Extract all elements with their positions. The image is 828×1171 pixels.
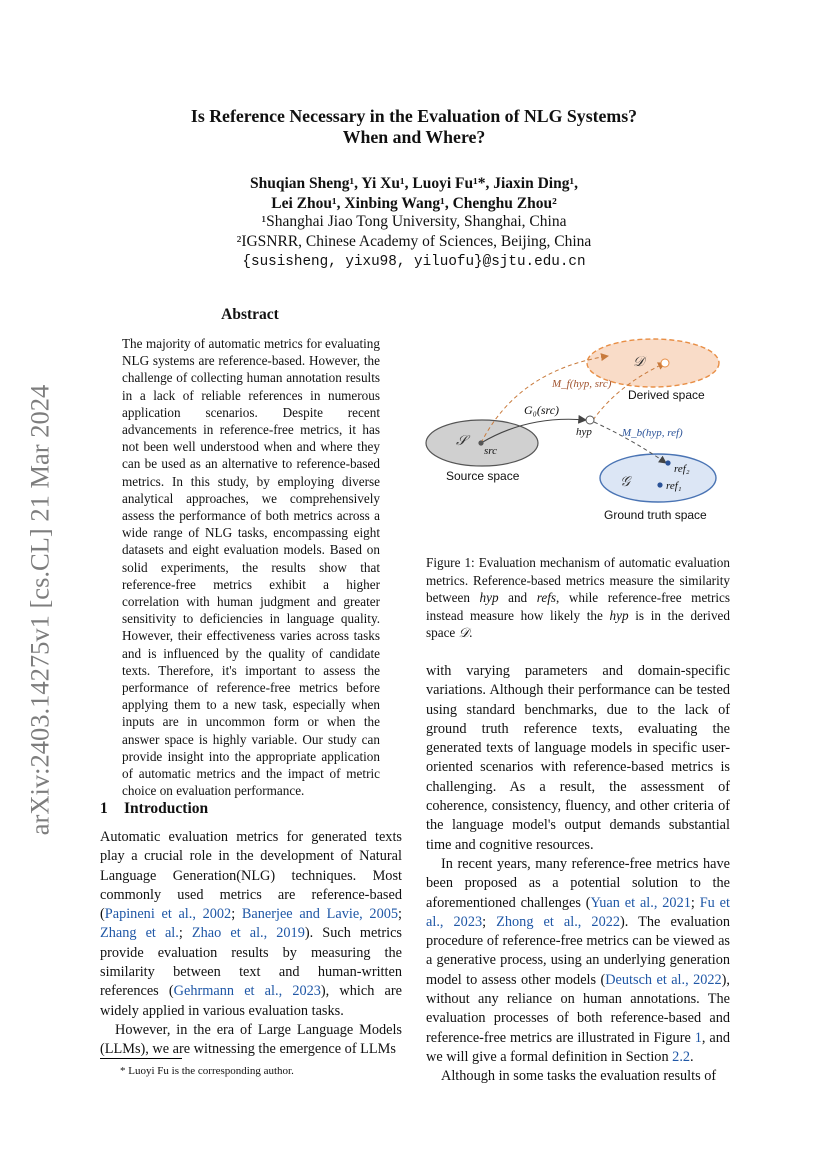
intro-paragraph-1: Automatic evaluation metrics for generated texts play a crucial role in the development of Natural Language Generation(NLG) techniques. Most commonly used metrics are reference-based (Papineni et al., 2002; Banerjee and Lavie, 2005; Zhang et al.; Zhao et al., 2019). Such metrics provide evaluation results by measuring the similarity between text and human-written references (Gehrmann et al., 2023), which are widely applied in various evaluation tasks.	[100, 829, 402, 1019]
citation-link[interactable]: Banerjee and Lavie, 2005	[241, 906, 399, 923]
mb-label: M_b(hyp, ref)	[622, 427, 683, 439]
citation-link[interactable]: Deutsch et al., 2022	[605, 971, 722, 988]
truth-space-label: Ground truth space	[604, 508, 707, 522]
hyp-point	[586, 416, 594, 424]
ref2-label: ref₂	[674, 463, 690, 475]
section-title: Introduction	[124, 800, 209, 817]
mf-label: M_f(hyp, src)	[552, 378, 612, 390]
truth-space-ellipse	[600, 454, 716, 502]
left-column-text	[100, 828, 402, 1060]
citation-link[interactable]: Yuan et al., 2021	[590, 894, 691, 911]
right-column-text	[426, 662, 730, 1087]
section-number: 1	[100, 800, 108, 817]
paper-title	[0, 106, 828, 148]
right-paragraph-2: In recent years, many reference-free metrics have been proposed as a potential solution to the aforementioned challenges (Yuan et al., 2021; Fu et al., 2023; Zhong et al., 2022). The evaluation procedure of reference-free metrics can be viewed as a generative process, using an underlying generation model to assess other models (Deutsch et al., 2022), without any reliance on human annotations. The evaluation processes of both reference-based and reference-free metrics are illustrated in Figure 1, and we will give a formal definition in Section 2.2.	[426, 855, 731, 1065]
section-heading	[100, 800, 208, 818]
citation-link[interactable]: Fu et al., 2023	[426, 894, 730, 930]
abstract-heading: Abstract	[221, 306, 279, 323]
footnote: * Luoyi Fu is the corresponding author.	[120, 1065, 294, 1077]
intro-paragraph-2: However, in the era of Large Language Models (LLMs), we are witnessing the emergence of LLMs	[100, 1021, 402, 1058]
source-space-label: Source space	[446, 469, 520, 483]
src-point	[478, 440, 483, 445]
derived-point	[661, 359, 669, 367]
authors-line-2: Lei Zhou¹, Xinbing Wang¹, Chenghu Zhou²	[271, 195, 557, 212]
title-line-1: Is Reference Necessary in the Evaluation of NLG Systems?	[190, 106, 638, 126]
title-line-2: When and Where?	[342, 127, 486, 147]
evaluation-diagram	[418, 330, 736, 530]
abstract-body: The majority of automatic metrics for evaluating NLG systems are reference-based. However, the challenge of collecting human annotation results in a lack of reliable references in numerous application scenarios. Despite recent advancements in reference-free metrics, it has not been well understood when and where they can be used as an alternative to reference-based metrics. In this study, by employing diverse analytical approaches, we comprehensively assess the performance of both metrics across a wide range of NLG tasks, encompassing eight datasets and eight evaluation models. Based on solid experiments, the results show that reference-free metrics exhibit a higher correlation with human judgment and greater sensitivity to deficiencies in language quality. However, their effectiveness varies across tasks and is influenced by the quality of candidate texts. Therefore, it's important to assess the performance of reference-free metrics before applying them to a new task, especially when inputs are in uncommon form or when the answer space is highly variable. Our study can provide insight into the appropriate application of automatic metrics and the impact of metric choice on evaluation performance.	[122, 336, 380, 799]
section-ref-link[interactable]: 2.2	[672, 1048, 691, 1065]
derived-symbol: 𝒟	[633, 354, 645, 370]
affiliation-2: ²IGSNRR, Chinese Academy of Sciences, Beijing, China	[236, 233, 592, 250]
citation-link[interactable]: Gehrmann et al., 2023	[173, 983, 321, 1000]
source-symbol: 𝒮	[456, 433, 467, 449]
figure-caption: Figure 1: Evaluation mechanism of automatic evaluation metrics. Reference-based metrics measure the similarity between hyp and refs, while reference-free metrics instead measure how likely the hyp is in the derived space 𝒟.	[426, 555, 730, 641]
truth-symbol: 𝒢	[620, 474, 630, 490]
author-list	[0, 174, 828, 214]
ref1-label: ref₁	[666, 480, 682, 492]
figure-ref-link[interactable]: 1	[694, 1029, 702, 1046]
affiliation-1: ¹Shanghai Jiao Tong University, Shanghai, China	[261, 213, 567, 230]
derived-space-label: Derived space	[628, 388, 705, 402]
citation-link[interactable]: Zhong et al., 2022	[496, 913, 621, 930]
citation-link[interactable]: Zhang et al.	[100, 925, 179, 942]
ref1-point	[657, 482, 662, 487]
authors-line-1: Shuqian Sheng¹, Yi Xu¹, Luoyi Fu¹*, Jiaxin Ding¹,	[250, 175, 578, 192]
right-paragraph-1: with varying parameters and domain-specific variations. Although their performance can be tested using standard benchmarks, due to the lack of ground truth reference texts, evaluating the generated texts of language models in specific user-oriented scenarios with reference-based metrics is challenging. As a result, the assessment of coherence, consistency, fluency, and other criteria of the language model's output demands substantial time and cognitive resources.	[426, 663, 730, 853]
citation-link[interactable]: Papineni et al., 2002	[104, 906, 232, 923]
figure-1	[418, 330, 736, 530]
arxiv-stamp: arXiv:2403.14275v1 [cs.CL] 21 Mar 2024	[24, 384, 55, 836]
hyp-label: hyp	[576, 426, 592, 438]
ref2-point	[665, 460, 670, 465]
affiliations	[0, 212, 828, 272]
footnote-rule	[100, 1058, 182, 1059]
src-label: src	[484, 445, 498, 457]
right-paragraph-3: Although in some tasks the evaluation results of	[441, 1068, 717, 1085]
author-emails[interactable]: {susisheng, yixu98, yiluofu}@sjtu.edu.cn	[242, 254, 586, 270]
g0-label: G₀(src)	[524, 403, 560, 417]
citation-link[interactable]: Zhao et al., 2019	[191, 925, 305, 942]
